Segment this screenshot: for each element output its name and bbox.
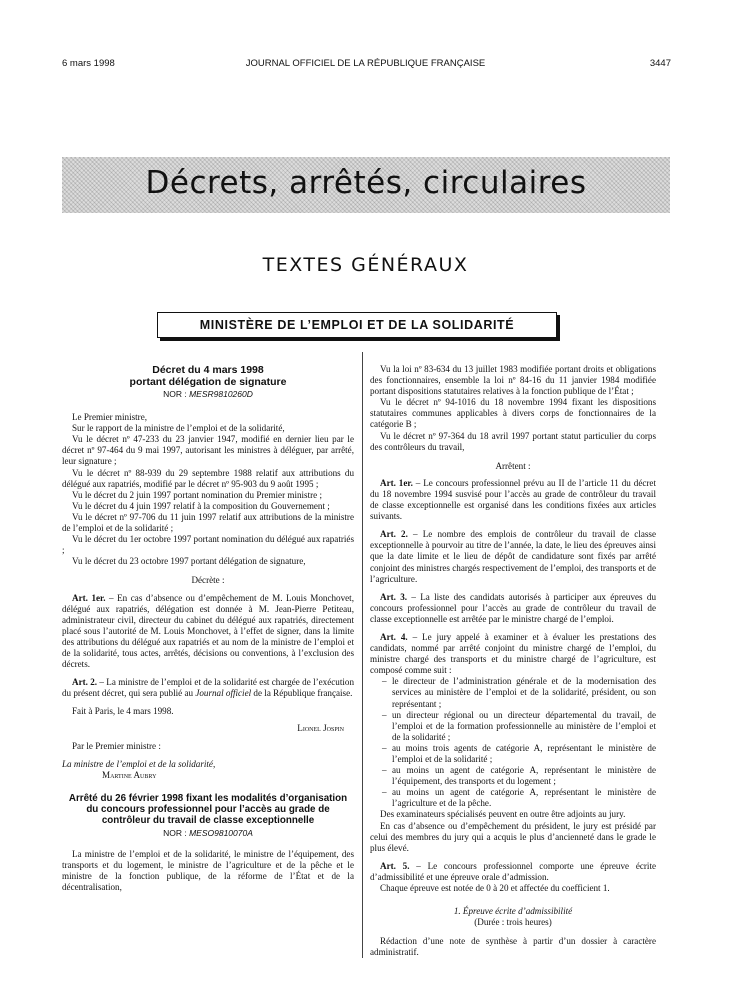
- ministre-title: La ministre de l’emploi et de la solidarité,: [62, 758, 216, 769]
- notation-para: Chaque épreuve est notée de 0 à 20 et affectée du coefficient 1.: [380, 883, 610, 894]
- epreuve-heading: 1. Épreuve écrite d’admissibilité: [453, 906, 573, 917]
- header-date: 6 mars 1998: [62, 58, 115, 69]
- decret-visas: [62, 412, 354, 567]
- article-text: – Le nombre des emplois de contrôleur du travail de classe exceptionnelle à pourvoir au titre de l’année, la date, le lieu des épreuves ainsi que la date limite et le lieu de dépôt de candidature sont fixés par arrêté conjoint des ministres chargés respectivement de l’emploi, des transports et de l’agriculture.: [370, 529, 656, 584]
- article-text: de la République française.: [251, 688, 353, 699]
- article-label: Art. 5.: [380, 860, 410, 871]
- visa-para: Sur le rapport de la ministre de l’emploi et de la solidarité,: [72, 423, 285, 434]
- visa-para: Le Premier ministre,: [72, 412, 148, 423]
- article-text: – Le concours professionnel comporte une épreuve écrite d’admissibilité et une épreuve orale d’admission.: [370, 860, 657, 882]
- decret-article-2: [62, 677, 354, 699]
- jury-list: [370, 676, 656, 809]
- rubric-banner: [62, 157, 670, 213]
- article-label: Art. 2.: [380, 529, 408, 540]
- ministry-box: MINISTÈRE DE L’EMPLOI ET DE LA SOLIDARITÉ: [157, 312, 557, 338]
- redaction-para: Rédaction d’une note de synthèse à partir d’un dossier à caractère administratif.: [370, 936, 656, 958]
- arrete-intro: La ministre de l’emploi et de la solidarité, le ministre de l’équipement, des transports et du logement, le ministre de l’agriculture et de la pêche et le ministre de la fonction publique, de la réforme de l’État et de la décentralisation,: [62, 848, 354, 893]
- visa-para: Vu le décret nº 97-364 du 18 avril 1997 portant statut particulier du corps des contrôleurs du travail,: [370, 430, 656, 452]
- signature-premier-ministre: Lionel Jospin: [297, 723, 344, 734]
- column-divider: [362, 352, 363, 958]
- visa-para: Vu le décret nº 94-1016 du 18 novembre 1994 fixant les dispositions statutaires communes applicables à divers corps de fonctionnaires de la catégorie B ;: [370, 397, 656, 430]
- par-le-premier-ministre: Par le Premier ministre :: [72, 740, 161, 751]
- article-text: – En cas d’absence ou d’empêchement de M. Louis Monchovet, délégué aux rapatriés, délégation est donnée à M. Jean-Pierre Petiteau, administrateur civil, directeur du cabinet du délégué aux rapatriés, directement placé sous l’autorité de M. Louis Monchovet, à l’effet de signer, dans la limite des attributions du délégué aux rapatriés et au nom de la ministre de l’emploi et de la solidarité, tous actes, arrêtés, décisions ou conventions, à l’exclusion des décrets.: [62, 592, 354, 670]
- jury-member: – au moins un agent de catégorie A, représentant le ministère de l’équipement, des transports et du logement ;: [392, 765, 656, 787]
- jury-member: – au moins un agent de catégorie A, représentant le ministère de l’agriculture et de la pêche.: [392, 787, 656, 809]
- nor-code: MESR9810260D: [189, 389, 253, 399]
- section-heading: TEXTES GÉNÉRAUX: [262, 254, 469, 276]
- visa-para: Vu le décret nº 88-939 du 29 septembre 1988 relatif aux attributions du délégué aux rapatriés, modifié par le décret nº 95-903 du 9 août 1995 ;: [62, 467, 354, 489]
- article-label: Art. 1er.: [380, 477, 413, 488]
- left-column: [62, 364, 354, 893]
- rubric-title: Décrets, arrêtés, circulaires: [145, 165, 587, 201]
- article-text: – Le concours professionnel prévu au II de l’article 11 du décret du 18 novembre 1994 susvisé pour l’accès au grade de contrôleur du travail de classe exceptionnelle est organisé dans les conditions fixées aux articles suivants.: [370, 477, 656, 522]
- arrete-article-1: [370, 478, 656, 522]
- nor-label: NOR :: [163, 827, 187, 838]
- visa-para: Vu le décret nº 97-706 du 11 juin 1997 relatif aux attributions de la ministre de l’emploi et de la solidarité ;: [62, 511, 354, 534]
- header-journal-title: JOURNAL OFFICIEL DE LA RÉPUBLIQUE FRANÇAISE: [245, 58, 486, 69]
- arrete-article-5: [370, 861, 656, 883]
- nor-code: MESO9810070A: [189, 827, 253, 838]
- jury-member: – au moins trois agents de catégorie A, représentant le ministère de l’emploi et de la solidarité ;: [392, 743, 656, 765]
- arrete-article-4: [370, 632, 656, 676]
- decret-title: Décret du 4 mars 1998: [152, 364, 264, 376]
- article-label: Art. 1er.: [72, 592, 106, 603]
- decret-article-1: [62, 593, 354, 671]
- visa-para: Vu le décret du 23 octobre 1997 portant délégation de signature,: [72, 556, 306, 567]
- article-label: Art. 3.: [380, 591, 408, 602]
- fait-a-paris: Fait à Paris, le 4 mars 1998.: [72, 706, 174, 717]
- article-text: – Le jury appelé à examiner et à évaluer les prestations des candidats, nommé par arrêté conjoint du ministre chargé de l’emploi, du ministre chargé des transports et du ministre chargé de l’agriculture, est composé comme suit :: [370, 631, 657, 676]
- arretent-heading: Arrêtent :: [495, 460, 531, 471]
- right-column: [370, 364, 656, 959]
- article-label: Art. 4.: [380, 631, 408, 642]
- visa-para: Vu le décret du 1er octobre 1997 portant nomination du délégué aux rapatriés ;: [62, 534, 354, 556]
- decret-nor: [62, 389, 354, 400]
- visa-para: Vu le décret du 2 juin 1997 portant nomination du Premier ministre ;: [72, 489, 322, 500]
- nor-label: NOR :: [163, 389, 187, 399]
- visa-para: Vu le décret nº 47-233 du 23 janvier 1947, modifié en dernier lieu par le décret nº 97-464 du 9 mai 1997, autorisant les ministres à déléguer, par arrêté, leur signature ;: [62, 434, 354, 467]
- article-label: Art. 2.: [72, 677, 98, 688]
- arrete-nor: [62, 828, 354, 839]
- epreuve-duration: (Durée : trois heures): [474, 917, 552, 928]
- journal-name: Journal officiel: [195, 688, 252, 699]
- decret-subtitle: portant délégation de signature: [129, 376, 287, 388]
- examinateurs-para: Des examinateurs spécialisés peuvent en outre être adjoints au jury.: [380, 809, 626, 820]
- ministre-signature: Martine Aubry: [102, 769, 157, 780]
- arrete-title: Arrêté du 26 février 1998 fixant les modalités d’organisation du concours professionnel pour l’accès au grade de contrôleur du travail de classe exceptionnelle: [68, 792, 348, 827]
- article-text: – La liste des candidats autorisés à participer aux épreuves du concours professionnel pour l’accès au grade de contrôleur du travail de classe exceptionnelle est arrêtée par le ministre chargé de l’emploi.: [370, 591, 656, 624]
- jury-member: – le directeur de l’administration générale et de la modernisation des services au ministère de l’emploi et de la solidarité, président, ou son représentant ;: [392, 676, 656, 709]
- decrete-heading: Décrète :: [191, 575, 225, 586]
- arrete-article-3: [370, 592, 656, 625]
- jury-member: – un directeur régional ou un directeur départemental du travail, de l’emploi et de la formation professionnelle au ministère de l’emploi et de la solidarité ;: [392, 710, 656, 743]
- visa-para: Vu la loi nº 83-634 du 13 juillet 1983 modifiée portant droits et obligations des fonctionnaires, ensemble la loi nº 84-16 du 11 janvier 1984 modifiée portant dispositions statutaires relatives à la fonction publique de l’État ;: [370, 364, 656, 397]
- article-text: – La ministre de l’emploi et de la solidarité est chargée de l’exécution du présent décret, qui sera publié au: [62, 677, 354, 699]
- absence-para: En cas d’absence ou d’empêchement du président, le jury est présidé par celui des membres du jury qui a acquis le plus d’ancienneté dans le grade le plus élevé.: [370, 820, 656, 853]
- arrete-article-2: [370, 529, 656, 584]
- header-page-number: 3447: [649, 58, 671, 69]
- visa-para: Vu le décret du 4 juin 1997 relatif à la composition du Gouvernement ;: [72, 500, 330, 511]
